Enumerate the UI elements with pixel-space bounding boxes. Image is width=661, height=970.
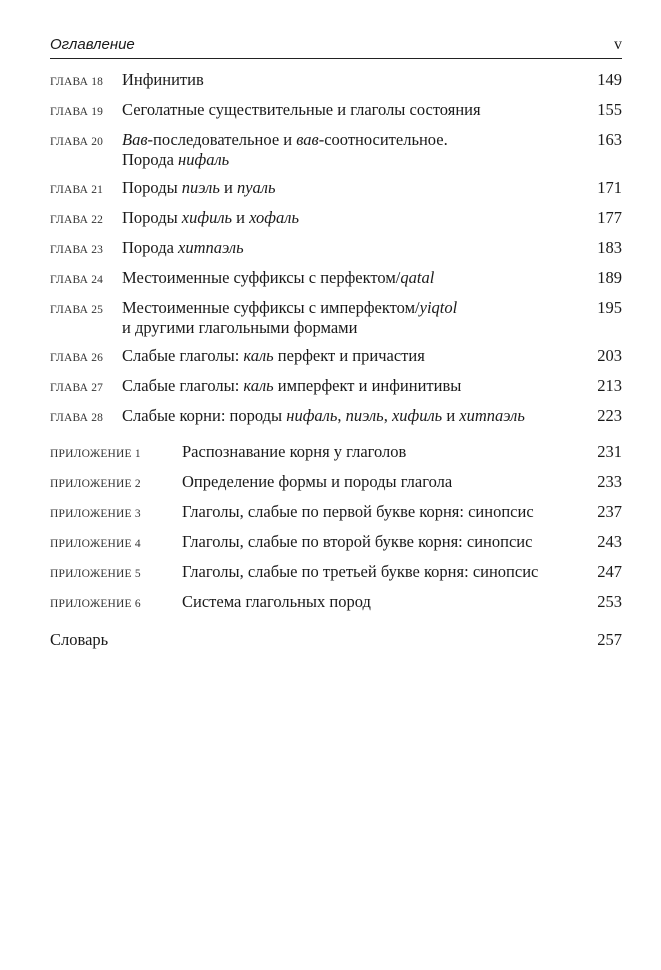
entry-title: [122, 70, 562, 90]
entry-page: 149: [597, 70, 622, 89]
title-run: каль: [243, 376, 274, 395]
entry-label: ПРИЛОЖЕНИЕ 3: [50, 508, 141, 520]
entry-label: ГЛАВА 18: [50, 76, 104, 88]
entry-label: ГЛАВА 28: [50, 412, 104, 424]
entry-page: 223: [597, 406, 622, 425]
entry-title: [122, 100, 562, 120]
title-run: Вав: [122, 130, 148, 149]
entry-page: 183: [597, 238, 622, 257]
title-run: хифиль: [181, 208, 233, 227]
header-title: Оглавление: [50, 36, 135, 53]
entry-label: ГЛАВА 25: [50, 304, 104, 316]
title-run: хитпаэль: [178, 238, 244, 257]
title-run: и: [232, 208, 250, 227]
entry-title: Определение формы и породы глагола: [182, 472, 453, 491]
title-run: Сеголатные существительные и глаголы состояния: [122, 100, 481, 119]
title-run: -последовательное и: [147, 130, 297, 149]
entry-label: ПРИЛОЖЕНИЕ 1: [50, 448, 141, 460]
title-run: ,: [383, 406, 392, 425]
entry-title: Словарь: [50, 630, 109, 649]
entry-page: 231: [597, 442, 622, 461]
title-run: нифаль: [286, 406, 338, 425]
entry-page: 171: [597, 178, 622, 197]
title-run: и другими глагольными формами: [122, 318, 358, 337]
entry-page: 163: [597, 130, 622, 149]
header-page-number: v: [614, 36, 622, 53]
entry-title: [122, 406, 562, 426]
title-run: Порода: [122, 150, 179, 169]
title-run: Слабые корни: породы: [122, 406, 287, 425]
entry-title: [122, 208, 562, 228]
entry-label: ПРИЛОЖЕНИЕ 2: [50, 478, 141, 490]
entry-label: ПРИЛОЖЕНИЕ 4: [50, 538, 141, 550]
entry-title: [122, 178, 562, 198]
entry-title-line2: [122, 150, 562, 170]
entry-label: ГЛАВА 20: [50, 136, 104, 148]
title-run: пуаль: [236, 178, 276, 197]
title-run: пиэль: [181, 178, 220, 197]
entry-page: 233: [597, 472, 622, 491]
running-header: [50, 36, 622, 59]
entry-page: 247: [597, 562, 622, 581]
entry-page: 253: [597, 592, 622, 611]
entry-page: 213: [597, 376, 622, 395]
title-run: пиэль: [345, 406, 384, 425]
entry-page: 203: [597, 346, 622, 365]
title-run: qatal: [400, 268, 435, 287]
title-run: хитпаэль: [459, 406, 525, 425]
entry-label: ГЛАВА 27: [50, 382, 104, 394]
entry-label: ГЛАВА 24: [50, 274, 104, 286]
entry-label: ГЛАВА 22: [50, 214, 104, 226]
title-run: yiqtol: [419, 298, 458, 317]
entry-page: 257: [597, 630, 622, 649]
entry-page: 155: [597, 100, 622, 119]
title-run: вав: [296, 130, 319, 149]
title-run: и: [442, 406, 460, 425]
title-run: каль: [243, 346, 274, 365]
entry-title: [122, 268, 562, 288]
entry-page: 237: [597, 502, 622, 521]
entry-label: ГЛАВА 19: [50, 106, 104, 118]
entry-label: ГЛАВА 26: [50, 352, 104, 364]
entry-label: ПРИЛОЖЕНИЕ 6: [50, 598, 141, 610]
title-run: Порода: [122, 238, 179, 257]
entry-title: [122, 346, 562, 366]
entry-label: ГЛАВА 21: [50, 184, 104, 196]
title-run: -соотносительное.: [318, 130, 448, 149]
title-run: Слабые глаголы:: [122, 376, 244, 395]
entry-label: ГЛАВА 23: [50, 244, 104, 256]
entry-title: Глаголы, слабые по второй букве корня: синопсис: [182, 532, 533, 551]
title-run: Породы: [122, 208, 182, 227]
entry-title: Распознавание корня у глаголов: [182, 442, 407, 461]
entry-title: [122, 376, 562, 396]
entry-title: [122, 238, 562, 258]
entry-label: ПРИЛОЖЕНИЕ 5: [50, 568, 141, 580]
title-run: и: [219, 178, 237, 197]
title-run: Породы: [122, 178, 182, 197]
title-run: Местоименные суффиксы с имперфектом/: [122, 298, 420, 317]
title-run: хофаль: [249, 208, 299, 227]
entry-page: 195: [597, 298, 622, 317]
entry-page: 177: [597, 208, 622, 227]
title-run: перфект и причастия: [273, 346, 425, 365]
title-run: ,: [337, 406, 346, 425]
entry-title: Глаголы, слабые по первой букве корня: синопсис: [182, 502, 534, 521]
title-run: имперфект и инфинитивы: [273, 376, 462, 395]
entry-page: 189: [597, 268, 622, 287]
title-run: нифаль: [178, 150, 230, 169]
entry-title: Глаголы, слабые по третьей букве корня: синопсис: [182, 562, 539, 581]
title-run: хифиль: [391, 406, 443, 425]
entry-title: [122, 130, 562, 170]
title-run: Слабые глаголы:: [122, 346, 244, 365]
entry-title: [122, 298, 562, 338]
title-run: Инфинитив: [122, 70, 204, 89]
entry-page: 243: [597, 532, 622, 551]
entry-title-line2: [122, 318, 562, 338]
title-run: Местоименные суффиксы с перфектом/: [122, 268, 401, 287]
entry-title: Система глагольных пород: [182, 592, 371, 611]
